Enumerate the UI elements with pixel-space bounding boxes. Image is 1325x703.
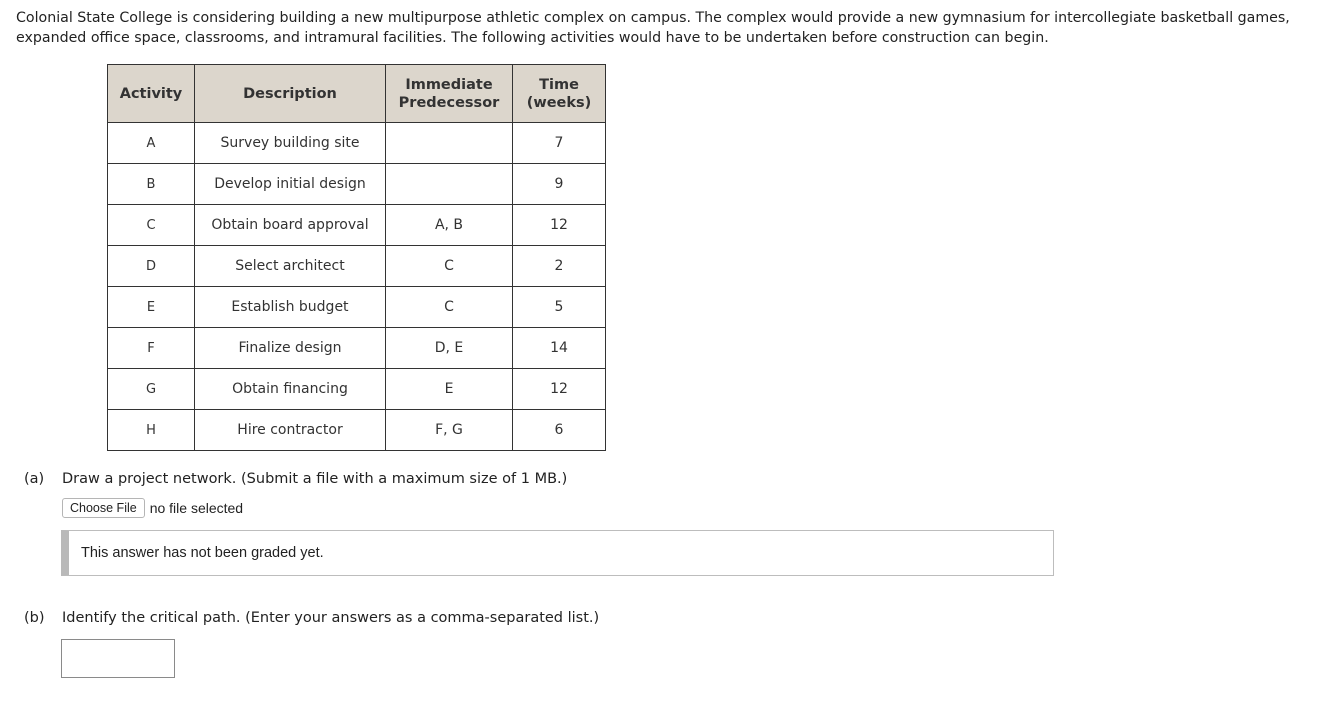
- part-b-label: (b): [24, 610, 45, 626]
- part-b-question: [24, 610, 599, 626]
- description-cell: Select architect: [195, 246, 386, 287]
- table-row: [108, 246, 606, 287]
- time-cell: 12: [513, 369, 606, 410]
- time-cell: 5: [513, 287, 606, 328]
- description-cell: Finalize design: [195, 328, 386, 369]
- predecessor-cell: A, B: [386, 205, 513, 246]
- time-cell: 12: [513, 205, 606, 246]
- predecessor-cell: E: [386, 369, 513, 410]
- header-predecessor-line1: Immediate: [405, 76, 493, 93]
- predecessor-cell: D, E: [386, 328, 513, 369]
- time-cell: 9: [513, 164, 606, 205]
- activity-cell: C: [108, 205, 195, 246]
- description-cell: Survey building site: [195, 123, 386, 164]
- header-time-line1: Time: [539, 76, 579, 93]
- activity-cell: G: [108, 369, 195, 410]
- critical-path-input[interactable]: [61, 639, 175, 678]
- part-b-text: Identify the critical path. (Enter your answers as a comma-separated list.): [62, 610, 600, 626]
- problem-intro: Colonial State College is considering building a new multipurpose athletic complex on campus. The complex would provide a new gymnasium for intercollegiate basketball games, expanded office space, classrooms, and intramural facilities. The following activities would have to be undertaken before construction can begin.: [16, 10, 1290, 46]
- table-header-row: [108, 65, 606, 123]
- activity-cell: D: [108, 246, 195, 287]
- predecessor-cell: F, G: [386, 410, 513, 451]
- table-row: [108, 205, 606, 246]
- predecessor-cell: C: [386, 287, 513, 328]
- activity-cell: F: [108, 328, 195, 369]
- part-a-text: Draw a project network. (Submit a file with a maximum size of 1 MB.): [62, 471, 568, 487]
- description-cell: Obtain financing: [195, 369, 386, 410]
- predecessor-cell: [386, 164, 513, 205]
- activity-cell: H: [108, 410, 195, 451]
- header-activity: Activity: [108, 65, 195, 123]
- description-cell: Hire contractor: [195, 410, 386, 451]
- time-cell: 7: [513, 123, 606, 164]
- activity-cell: E: [108, 287, 195, 328]
- time-cell: 6: [513, 410, 606, 451]
- table-row: [108, 123, 606, 164]
- grade-status-text: This answer has not been graded yet.: [81, 545, 324, 561]
- part-a-question: [24, 471, 567, 487]
- part-a-label: (a): [24, 471, 45, 487]
- header-predecessor: [386, 65, 513, 123]
- activity-cell: A: [108, 123, 195, 164]
- time-cell: 2: [513, 246, 606, 287]
- choose-file-button[interactable]: Choose File: [62, 498, 145, 518]
- table-row: [108, 410, 606, 451]
- file-upload: [62, 498, 243, 518]
- activities-table: [107, 64, 606, 451]
- table-row: [108, 164, 606, 205]
- header-predecessor-line2: Predecessor: [398, 94, 500, 111]
- predecessor-cell: [386, 123, 513, 164]
- header-description: Description: [195, 65, 386, 123]
- table-row: [108, 287, 606, 328]
- predecessor-cell: C: [386, 246, 513, 287]
- file-status: no file selected: [149, 500, 244, 516]
- grade-status-box: [61, 530, 1054, 576]
- time-cell: 14: [513, 328, 606, 369]
- activity-cell: B: [108, 164, 195, 205]
- header-time-line2: (weeks): [526, 94, 592, 111]
- header-time: [513, 65, 606, 123]
- table-row: [108, 328, 606, 369]
- table-row: [108, 369, 606, 410]
- description-cell: Develop initial design: [195, 164, 386, 205]
- description-cell: Establish budget: [195, 287, 386, 328]
- description-cell: Obtain board approval: [195, 205, 386, 246]
